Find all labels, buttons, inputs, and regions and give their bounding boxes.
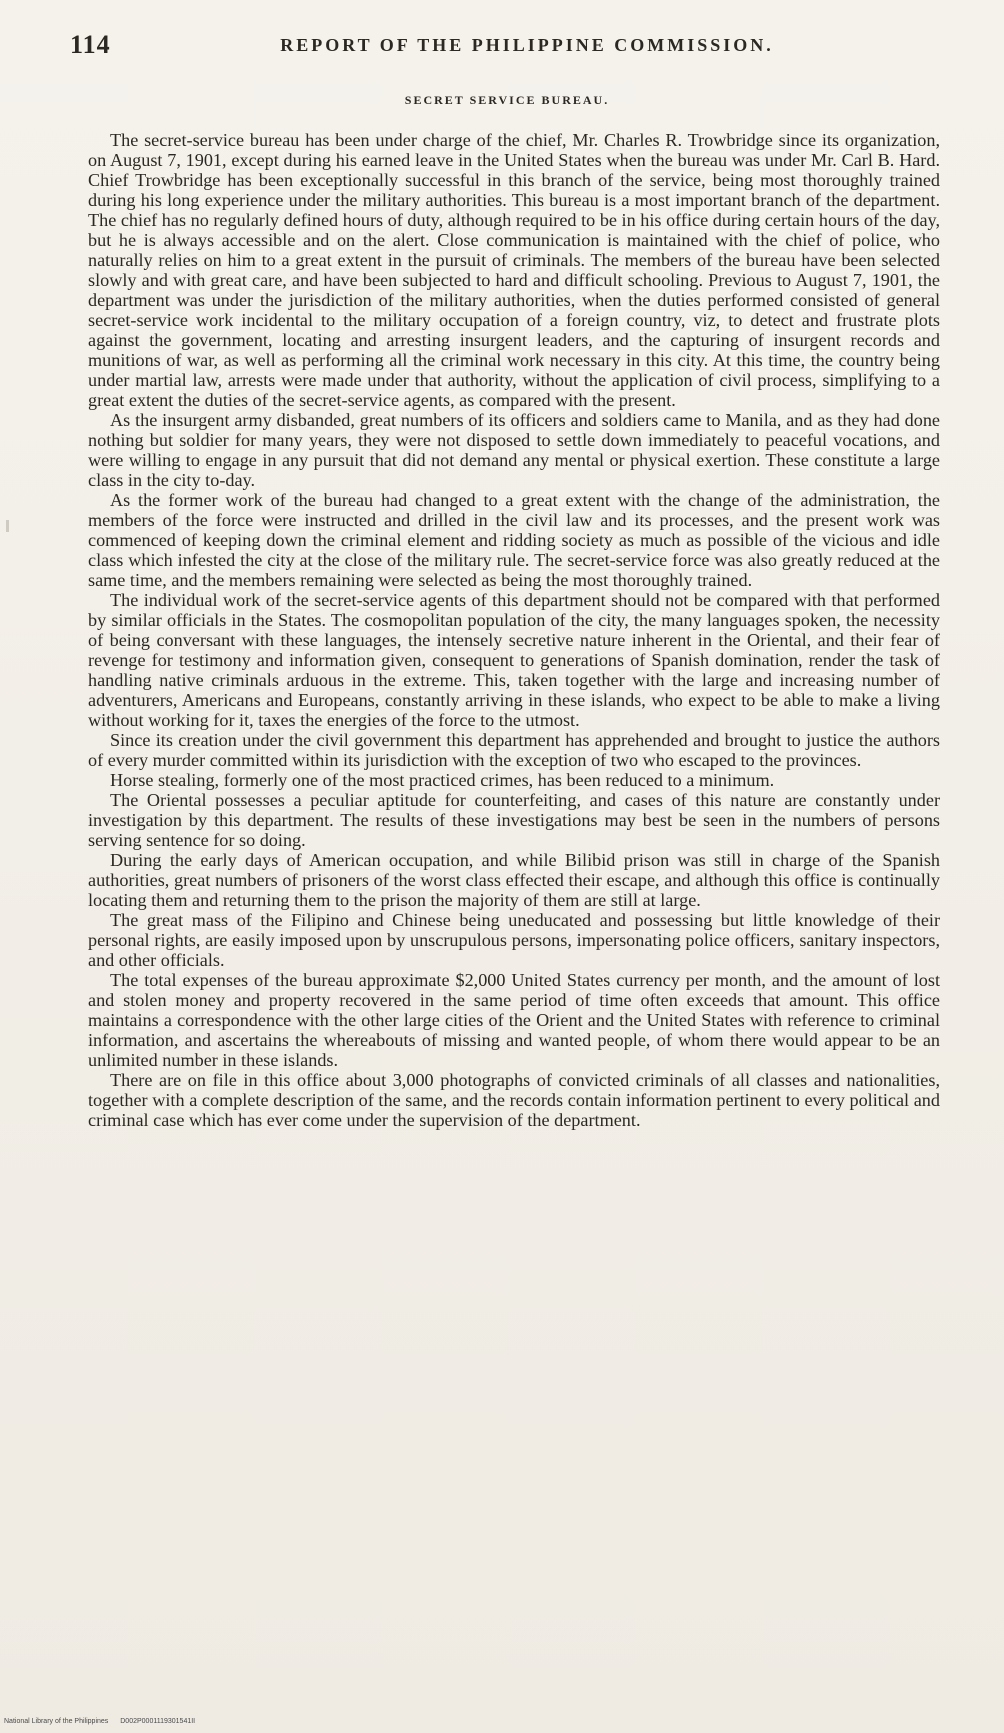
paragraph: The total expenses of the bureau approximate $2,000 United States currency per month, and the amount of lost and stolen money and property recovered in the same period of time often exceeds that amount. This office maintains a correspondence with the other large cities of the Orient and the United States with reference to criminal information, and ascertains the whereabouts of missing and wanted people, of whom there would appear to be an unlimited number in these islands.	[88, 970, 940, 1070]
paragraph: As the insurgent army disbanded, great numbers of its officers and soldiers came to Manila, and as they had done nothing but soldier for many years, they were not disposed to settle down immediately to peaceful vocations, and were willing to engage in any pursuit that did not demand any mental or physical exertion. These constitute a large class in the city to-day.	[88, 410, 940, 490]
footer-source: National Library of the Philippines	[4, 1718, 109, 1725]
page-header	[70, 30, 944, 60]
paragraph: The Oriental possesses a peculiar aptitude for counterfeiting, and cases of this nature are constantly under investigation by this department. The results of these investigations may best be seen in the numbers of persons serving sentence for so doing.	[88, 790, 940, 850]
section-heading: SECRET SERVICE BUREAU.	[404, 93, 610, 107]
paragraph: As the former work of the bureau had changed to a great extent with the change of the administration, the members of the force were instructed and drilled in the civil law and its processes, and the present work was commenced of keeping down the criminal element and ridding society as much as possible of the vicious and idle class which infested the city at the close of the military rule. The secret-service force was also greatly reduced at the same time, and the members remaining were selected as being the most thoroughly trained.	[88, 490, 940, 590]
paragraph: The great mass of the Filipino and Chinese being uneducated and possessing but little knowledge of their personal rights, are easily imposed upon by unscrupulous persons, impersonating police officers, sanitary inspectors, and other officials.	[88, 910, 940, 970]
footer-identifier: D002P0001119301541II	[120, 1718, 196, 1725]
scan-footer	[4, 1718, 195, 1725]
paragraph: Since its creation under the civil government this department has apprehended and brought to justice the authors of every murder committed within its jurisdiction with the exception of two who escaped to the provinces.	[88, 730, 940, 770]
page-number: 114	[70, 30, 111, 59]
scan-edge-mark	[6, 520, 9, 532]
paragraph: During the early days of American occupation, and while Bilibid prison was still in charge of the Spanish authorities, great numbers of prisoners of the worst class effected their escape, and although this office is continually locating them and returning them to the prison the majority of them are still at large.	[88, 850, 940, 910]
paragraph: Horse stealing, formerly one of the most practiced crimes, has been reduced to a minimum.	[110, 770, 775, 790]
body-text	[88, 130, 940, 1130]
running-title: REPORT OF THE PHILIPPINE COMMISSION.	[280, 35, 774, 55]
paragraph: The individual work of the secret-service agents of this department should not be compared with that performed by similar officials in the States. The cosmopolitan population of the city, the many languages spoken, the necessity of being conversant with these languages, the intensely secretive nature inherent in the Oriental, and their fear of revenge for testimony and information given, consequent to generations of Spanish domination, render the task of handling native criminals arduous in the extreme. This, taken together with the large and increasing number of adventurers, Americans and Europeans, constantly arriving in these islands, who expect to be able to make a living without working for it, taxes the energies of the force to the utmost.	[88, 590, 940, 730]
paragraph: The secret-service bureau has been under charge of the chief, Mr. Charles R. Trowbridge since its organization, on August 7, 1901, except during his earned leave in the United States when the bureau was under Mr. Carl B. Hard. Chief Trowbridge has been exceptionally successful in this branch of the service, being most thoroughly trained during his long experience under the military authorities. This bureau is a most important branch of the department. The chief has no regularly defined hours of duty, although required to be in his office during certain hours of the day, but he is always accessible and on the alert. Close communication is maintained with the chief of police, who naturally relies on him to a great extent in the pursuit of criminals. The members of the bureau have been selected slowly and with great care, and have been subjected to hard and difficult schooling. Previous to August 7, 1901, the department was under the jurisdiction of the military authorities, when the duties performed consisted of general secret-service work incidental to the military occupation of a foreign country, viz, to detect and frustrate plots against the government, locating and arresting insurgent leaders, and the capturing of insurgent records and munitions of war, as well as performing all the criminal work necessary in this city. At this time, the country being under martial law, arrests were made under that authority, without the application of civil process, simplifying to a great extent the duties of the secret-service agents, as compared with the present.	[88, 130, 940, 410]
paragraph: There are on file in this office about 3,000 photographs of convicted criminals of all classes and nationalities, together with a complete description of the same, and the records contain information pertinent to every political and criminal case which has ever come under the supervision of the department.	[88, 1070, 940, 1130]
